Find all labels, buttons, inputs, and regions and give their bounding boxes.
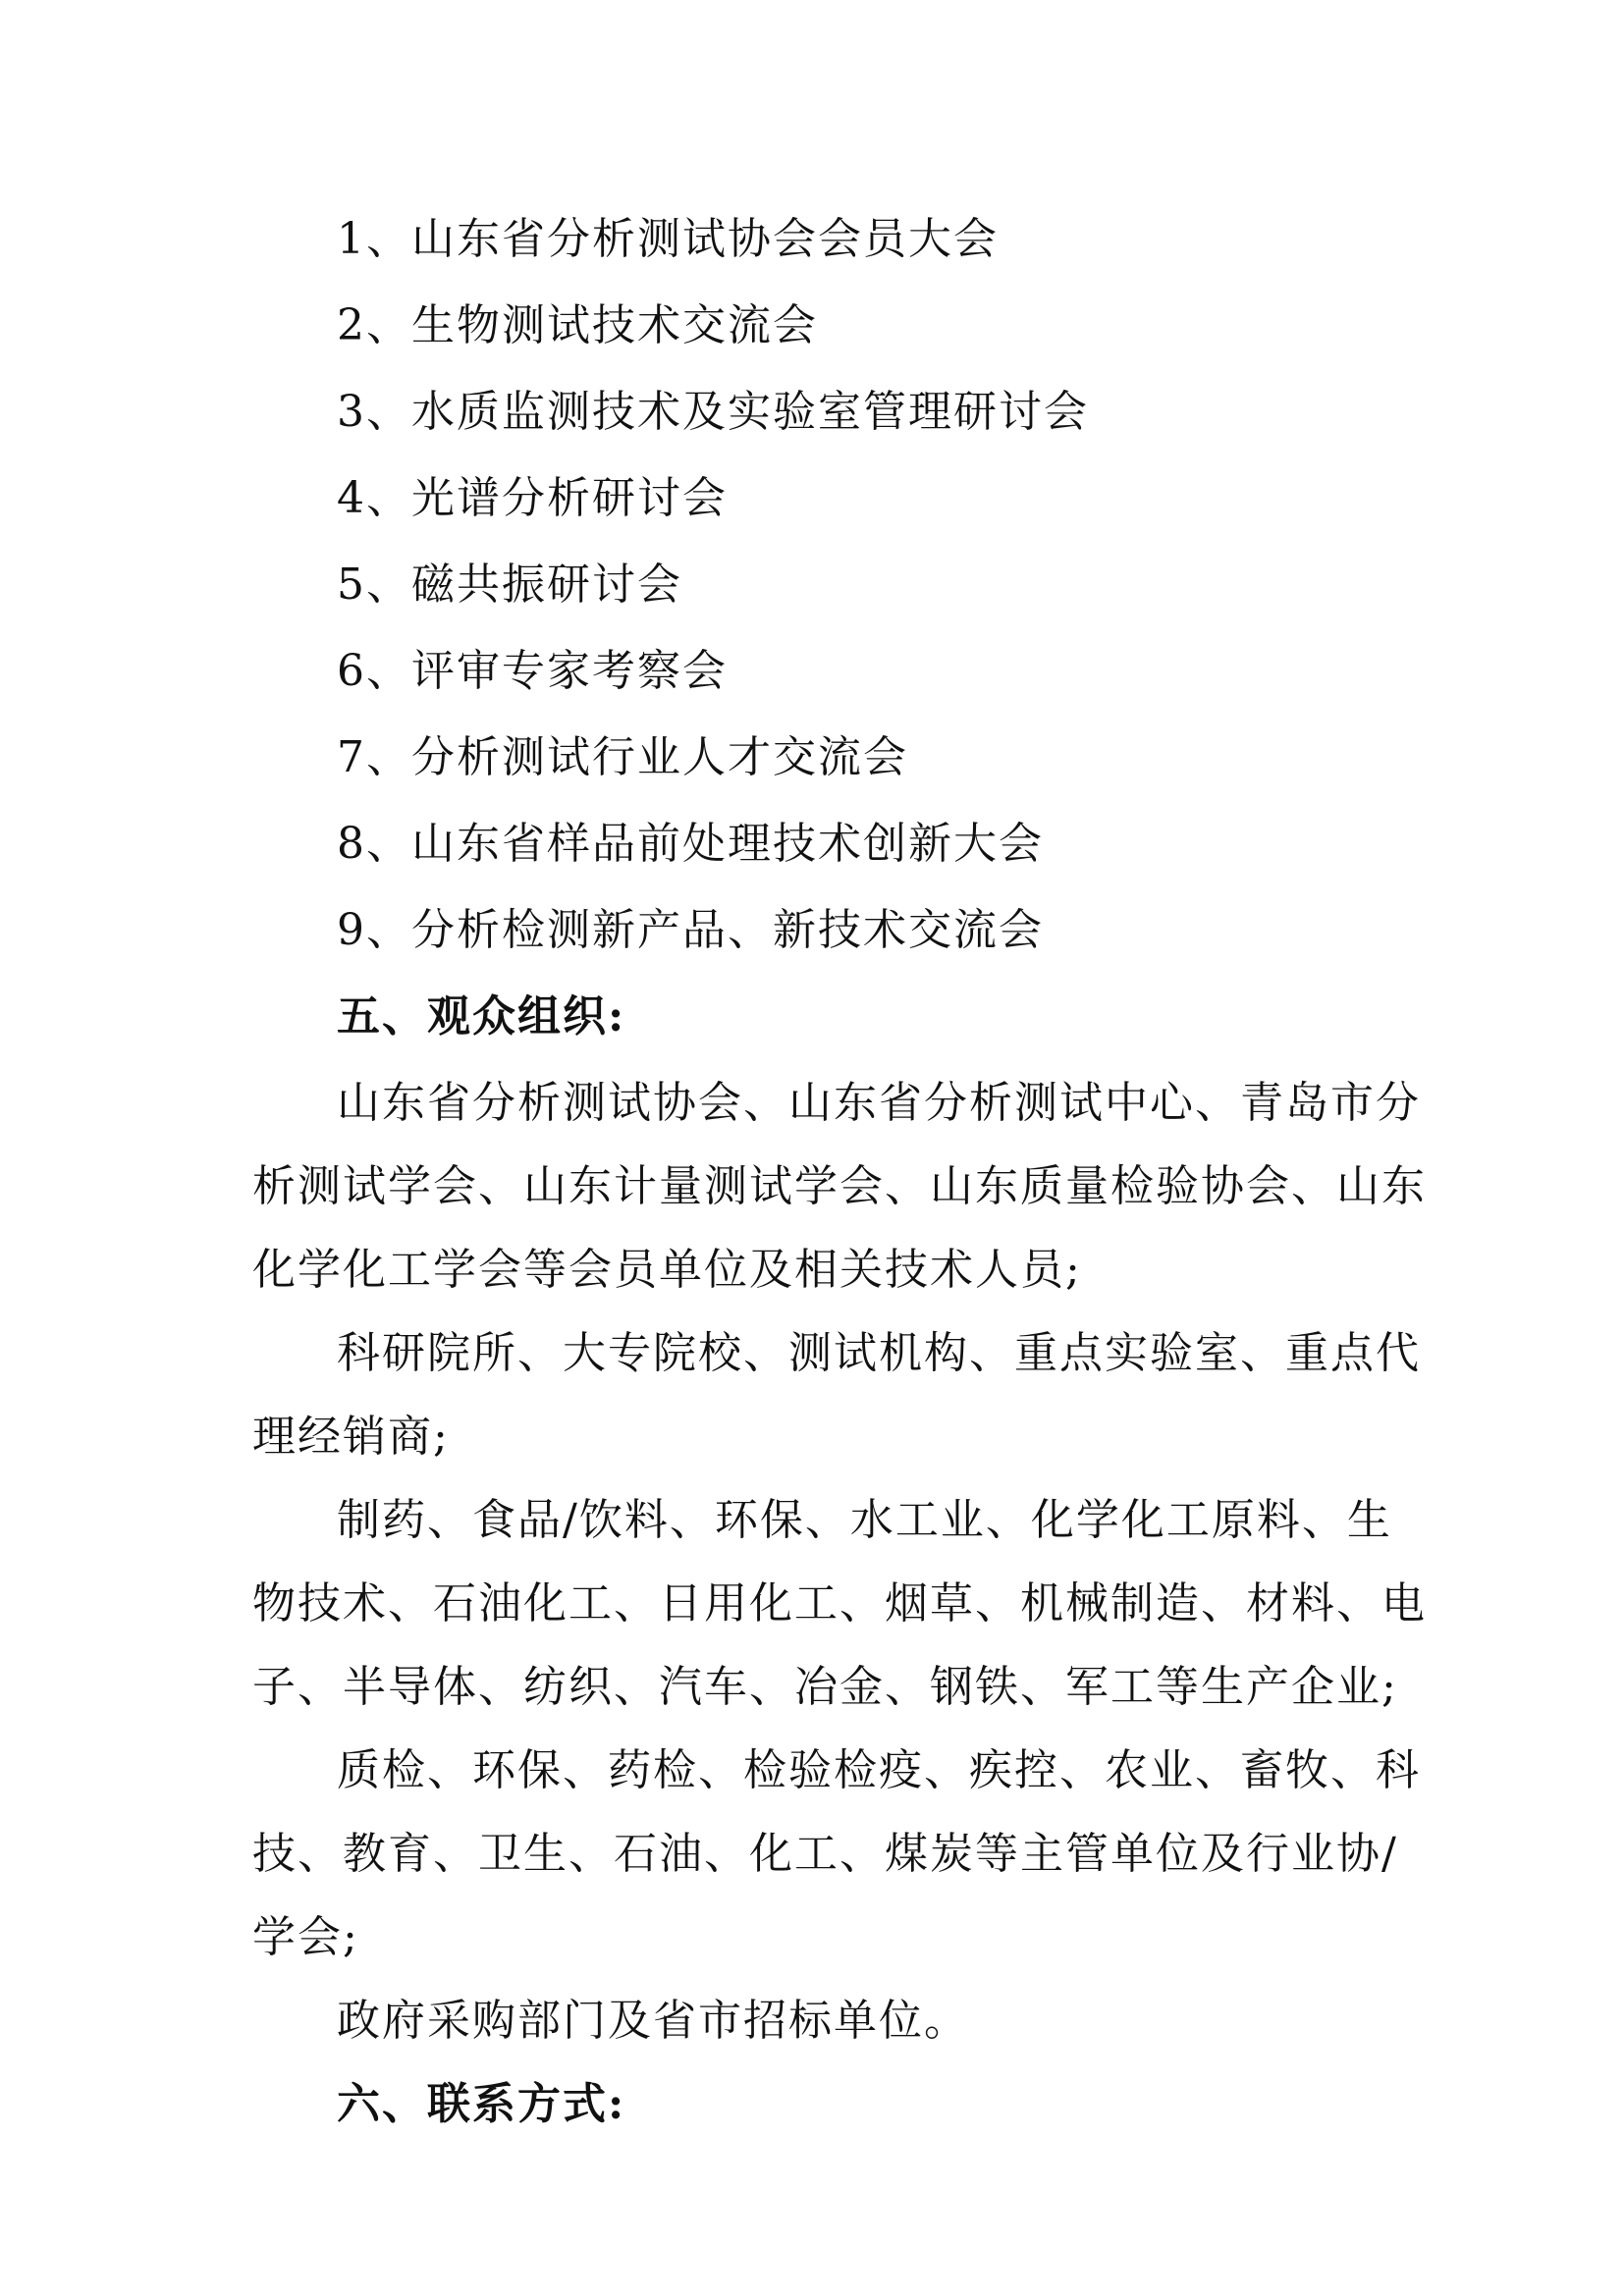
agenda-item-7: 7、分析测试行业人才交流会 <box>337 732 908 782</box>
agenda-item-3: 3、水质监测技术及实验室管理研讨会 <box>337 387 1089 437</box>
agenda-item-5: 5、磁共振研讨会 <box>337 560 682 610</box>
para1-line1: 山东省分析测试协会、山东省分析测试中心、青岛市分 <box>337 1078 1421 1128</box>
agenda-item-4: 4、光谱分析研讨会 <box>337 473 728 523</box>
para5-line1: 政府采购部门及省市招标单位。 <box>337 1996 969 2046</box>
section-five-heading: 五、观众组织: <box>337 991 626 1041</box>
para3-line3: 子、半导体、纺织、汽车、冶金、钢铁、军工等生产企业; <box>252 1662 1398 1712</box>
para1-line2: 析测试学会、山东计量测试学会、山东质量检验协会、山东 <box>252 1161 1427 1211</box>
agenda-item-6: 6、评审专家考察会 <box>337 646 728 696</box>
para3-line1: 制药、食品/饮料、环保、水工业、化学化工原料、生 <box>337 1495 1392 1545</box>
para3-line2: 物技术、石油化工、日用化工、烟草、机械制造、材料、电 <box>252 1578 1427 1629</box>
agenda-item-8: 8、山东省样品前处理技术创新大会 <box>337 819 1044 869</box>
para4-line1: 质检、环保、药检、检验检疫、疾控、农业、畜牧、科 <box>337 1745 1421 1795</box>
agenda-item-2: 2、生物测试技术交流会 <box>337 300 818 350</box>
para2-line2: 理经销商; <box>252 1412 450 1462</box>
para2-line1: 科研院所、大专院校、测试机构、重点实验室、重点代 <box>337 1328 1421 1378</box>
agenda-item-1: 1、山东省分析测试协会会员大会 <box>337 214 999 264</box>
agenda-item-9: 9、分析检测新产品、新技术交流会 <box>337 905 1044 955</box>
para4-line3: 学会; <box>252 1912 359 1962</box>
section-six-heading: 六、联系方式: <box>337 2079 626 2129</box>
para1-line3: 化学化工学会等会员单位及相关技术人员; <box>252 1245 1082 1295</box>
para4-line2: 技、教育、卫生、石油、化工、煤炭等主管单位及行业协/ <box>252 1829 1398 1879</box>
